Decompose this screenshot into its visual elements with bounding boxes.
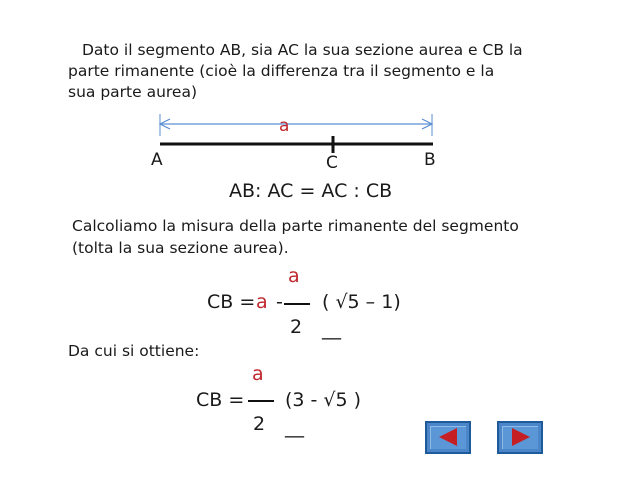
formula1-denominator: 2	[290, 316, 303, 338]
formula1-minus: -	[276, 291, 283, 313]
formula2-underscore: __	[285, 416, 304, 438]
calc-text	[72, 215, 519, 259]
point-c-label: C	[326, 153, 338, 173]
calc-line-1: Calcoliamo la misura della parte rimanente del segmento	[72, 217, 519, 235]
next-slide-button[interactable]	[497, 421, 543, 454]
point-b-label: B	[424, 150, 436, 170]
previous-slide-button[interactable]	[425, 421, 471, 454]
formula2-lhs: CB =	[196, 389, 245, 411]
intro-line-1: Dato il segmento AB, sia AC la sua sezione aurea e CB la	[82, 41, 523, 59]
calc-line-2: (tolta la sua sezione aurea).	[72, 239, 289, 257]
triangle-left-icon	[439, 428, 457, 446]
golden-proportion: AB: AC = AC : CB	[229, 180, 393, 202]
result-intro: Da cui si ottiene:	[68, 342, 200, 360]
formula2-factor: (3 - √5 )	[285, 389, 362, 411]
segment-length-label: a	[279, 116, 290, 136]
formula1-underscore: __	[322, 318, 341, 340]
intro-line-3: sua parte aurea)	[68, 83, 198, 101]
formula1-numerator: a	[288, 265, 300, 287]
formula1-fraction-bar	[284, 303, 310, 305]
formula2-numerator: a	[252, 363, 264, 385]
triangle-right-icon	[512, 428, 530, 446]
point-a-label: A	[151, 150, 163, 170]
formula1-factor: ( √5 – 1)	[322, 291, 401, 313]
formula1-a: a	[256, 291, 268, 313]
formula2-fraction-bar	[248, 400, 274, 402]
formula1-lhs: CB =	[207, 291, 256, 313]
formula2-denominator: 2	[253, 413, 266, 435]
intro-line-2: parte rimanente (cioè la differenza tra il segmento e la	[68, 62, 495, 80]
